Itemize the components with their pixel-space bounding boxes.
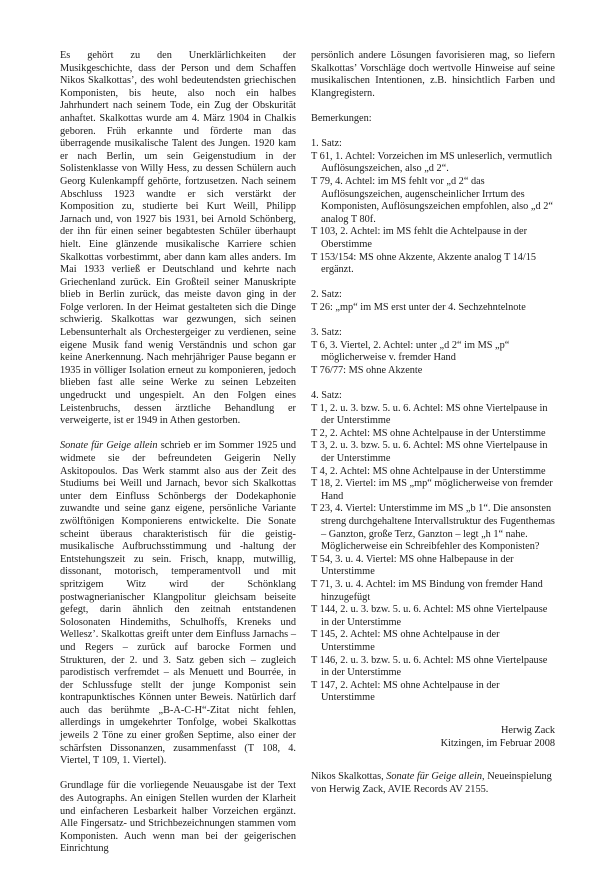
sonata-paragraph	[60, 440, 296, 767]
signature-place-date: Kitzingen, im Februar 2008	[440, 738, 555, 750]
left-column	[60, 50, 296, 869]
movement-4-note-3: T 3, 2. u. 3. bzw. 5. u. 6. Achtel: MS ohne Viertelpause in der Unterstimme	[311, 440, 548, 464]
movement-2-section	[311, 289, 555, 314]
edition-paragraph: Grundlage für die vorliegende Neuausgabe ist der Text des Autographs. An einigen Stellen wurden der Klarheit und einfacheren Lesbarkeit halber Vorzeichen ergänzt. Alle Fingersatz- und Strichbezeichnungen stammen vom Komponisten. Auch wenn man bei der geigerischen Einrichtung	[60, 780, 296, 855]
movement-4-note-5: T 18, 2. Viertel: im MS „mp“ möglicherweise von fremder Hand	[311, 478, 553, 502]
discography-rest: , Neueinspielung von Herwig Zack, AVIE Records AV 2155.	[311, 771, 552, 795]
movement-4-note-4: T 4, 2. Achtel: MS ohne Achtelpause in der Unterstimme	[311, 465, 546, 477]
movement-4-note-2: T 2, 2. Achtel: MS ohne Achtelpause in der Unterstimme	[311, 427, 546, 439]
movement-4-note-11: T 146, 2. u. 3. bzw. 5. u. 6. Achtel: MS ohne Viertelpause in der Unterstimme	[311, 654, 548, 679]
discography-work: Sonate für Geige allein	[386, 771, 483, 783]
sonata-paragraph-text: schrieb er im Sommer 1925 und widmete sie der befreundeten Geigerin Nelly Askitopoulos. Das Werk stammt also aus der Zeit des Studiums bei Weill und Jarnach, bevor sich Skalkottas unter dem Einfluss Schönbergs der Dodekaphonie zuwandte und seine ganz eigene, persönliche Variante zwölftönigen Komponierens entwickelte. Die Sonate scheint überaus charakteristisch für die geistig-musikalische Aufbruchsstimmung und -haltung der Entstehungszeit zu sein. Frisch, knapp, mutwillig, dissonant, motorisch, temperamentvoll und mit spritzigem Witz wird der Schönklang postwagnerianischer Klangpolitur gleichsam beiseite gefegt, darin ähnlich den zeitnah entstandenen Solosonaten Hindemiths, Schulhoffs, Kreneks und Wellesz’. Skalkottas greift unter dem Einfluss Jarnachs – und Regers – zurück auf barocke Formen und Strukturen, der 2. und 3. Satz geben sich – zugleich parodistisch verfremdet – als Menuett und Bourrée, in der Schlussfuge stellt der junge Komponist sein kontrapunktisches Können unter Beweis. Natürlich darf auch das berühmte „B-A-C-H“-Zitat nicht fehlen, allerdings in umgekehrter Tonfolge, wobei Skalkottas jeweils 2 Töne zu einer großen Septime, also einer der schärfsten Dissonanzen, zusammenfasst (T 108, 4. Viertel, T 109, 1. Viertel).	[60, 440, 296, 767]
movement-1-note-3: T 103, 2. Achtel: im MS fehlt die Achtelpause in der Oberstimme	[311, 226, 528, 250]
movement-1-note-4: T 153/154: MS ohne Akzente, Akzente analog T 14/15 ergänzt.	[311, 251, 537, 276]
sonata-title: Sonate für Geige allein	[60, 440, 158, 452]
movement-4-section	[311, 390, 555, 705]
movement-4-note-12: T 147, 2. Achtel: MS ohne Achtelpause in der Unterstimme	[311, 679, 500, 704]
movement-3-section	[311, 327, 555, 377]
movement-4-note-9: T 144, 2. u. 3. bzw. 5. u. 6. Achtel: MS ohne Viertelpause in der Unterstimme	[311, 604, 548, 628]
movement-2-note-1: T 26: „mp“ im MS erst unter der 4. Sechzehntelnote	[311, 301, 526, 313]
movement-1-heading: 1. Satz:	[311, 138, 342, 150]
movement-4-note-6: T 23, 4. Viertel: Unterstimme im MS „b 1“. Die ansonsten streng durchgehaltene Intervallstruktur des Fugenthemas – Ganzton, große Terz, Ganzton – legt „h 1“ nahe. Möglicherweise ein Schreibfehler des Komponisten?	[311, 503, 555, 553]
movement-3-note-2: T 76/77: MS ohne Akzente	[311, 364, 423, 376]
movement-3-heading: 3. Satz:	[311, 327, 342, 339]
movement-3-note-1: T 6, 3. Viertel, 2. Achtel: unter „d 2“ im MS „p“ möglicherweise v. fremder Hand	[311, 339, 510, 364]
movement-4-note-7: T 54, 3. u. 4. Viertel: MS ohne Halbepause in der Unterstimme	[311, 553, 514, 578]
signature-name: Herwig Zack	[500, 725, 555, 737]
discography-note	[311, 771, 555, 796]
movement-4-heading: 4. Satz:	[311, 390, 342, 402]
signature-block	[311, 725, 555, 750]
movement-4-note-10: T 145, 2. Achtel: MS ohne Achtelpause in der Unterstimme	[311, 629, 500, 653]
movement-1-note-1: T 61, 1. Achtel: Vorzeichen im MS unleserlich, vermutlich Auflösungszeichen, also „d 2“.	[311, 150, 553, 175]
movement-4-note-1: T 1, 2. u. 3. bzw. 5. u. 6. Achtel: MS ohne Viertelpause in der Unterstimme	[311, 402, 548, 427]
movement-1-section	[311, 138, 555, 277]
movement-4-note-8: T 71, 3. u. 4. Achtel: im MS Bindung von fremder Hand hinzugefügt	[311, 578, 543, 603]
intro-paragraph: Es gehört zu den Unerklärlichkeiten der Musikgeschichte, dass der Person und dem Schaffen Nikos Skalkottas’, des wohl bedeutendsten griechischen Komponisten, bis heute, also noch ein halbes Jahrhundert nach seinem Tode, ein Zug der Obskurität anhaftet. Skalkottas wurde am 4. März 1904 in Chalkis geboren. Früh erkannte und förderte man das überragende musikalische Talent des Jungen. 1920 kam er nach Berlin, um sein Geigenstudium in der Solistenklasse von Willy Hess, zu dessen Schülern auch Georg Kulenkampff gehörte, fortzusetzen. Nach seinem Abschluss 1923 wandte er sich verstärkt der Komposition zu, studierte bei Kurt Weill, Philipp Jarnach und, von 1927 bis 1931, bei Arnold Schönberg, der ihn für einen seiner begabtesten Schüler überhaupt hielt. Eine glänzende musikalische Karriere schien Skalkottas vorbestimmt, aber dann kam alles anders. Im Mai 1933 verließ er Deutschland und kehrte nach Griechenland zurück. Ein Großteil seiner Manuskripte blieb in Berlin zurück, das meiste davon ging in der Folge verloren. In der Heimat gestalteten sich die Dinge schwierig. Skalkottas war gezwungen, sich seinen Lebensunterhalt als Orchestergeiger zu verdienen, seine eigene Musik fand wenig Verständnis und schon gar keine Anerkennung. Nach mehrjähriger Pause begann er 1935 in völliger Isolation erneut zu komponieren, jedoch blieben fast alle seine Werke zu seinen Lebzeiten ungedruckt und ungespielt. An den Folgen eines Leistenbruchs, dessen ärztliche Behandlung er verweigerte, ist er 1949 in Athen gestorben.	[60, 50, 296, 427]
right-column	[311, 50, 555, 809]
movement-2-heading: 2. Satz:	[311, 289, 342, 301]
continuation-paragraph: persönlich andere Lösungen favorisieren mag, so liefern Skalkottas’ Vorschläge doch wertvolle Hinweise auf seine musikalischen Intentionen, z.B. hinsichtlich Farben und Klangregistern.	[311, 50, 555, 99]
movement-1-note-2: T 79, 4. Achtel: im MS fehlt vor „d 2“ das Auflösungszeichen, augenscheinlicher Irrtum des Komponisten, Auflösungszeichen empfohlen, also „d 2“ analog T 80f.	[311, 175, 553, 225]
discography-composer: Nikos Skalkottas,	[311, 771, 387, 783]
remarks-heading: Bemerkungen:	[311, 112, 372, 124]
